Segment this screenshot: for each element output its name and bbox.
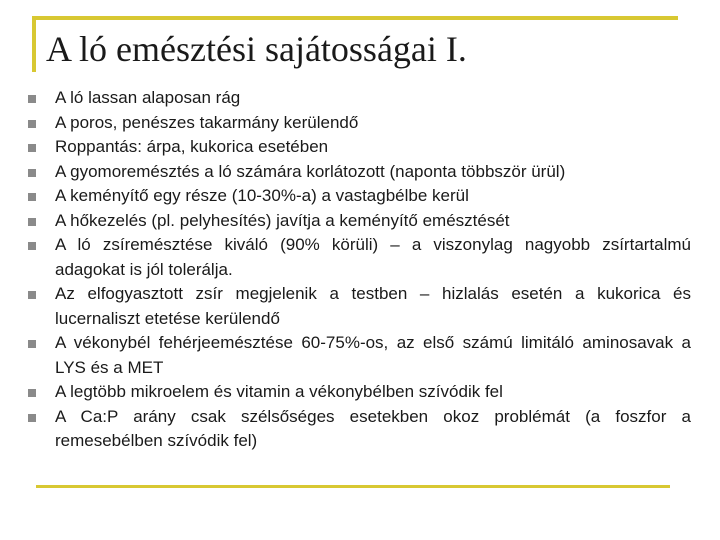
bullet-item bbox=[28, 160, 691, 185]
bullet-text: A gyomoremésztés a ló számára korlátozott (naponta többször ürül) bbox=[55, 161, 566, 181]
bullet-text: A ló zsíremésztése kiváló (90% körüli) – a viszonylag nagyobb zsírtartalmú adagokat is jól tolerálja. bbox=[55, 235, 691, 279]
square-bullet-icon bbox=[28, 95, 36, 103]
frame-left-rule bbox=[32, 16, 36, 72]
bullet-item bbox=[28, 184, 691, 209]
bullet-item bbox=[28, 111, 691, 136]
square-bullet-icon bbox=[28, 389, 36, 397]
bullet-item bbox=[28, 282, 691, 331]
square-bullet-icon bbox=[28, 340, 36, 348]
bullet-text: A keményítő egy része (10-30%-a) a vastagbélbe kerül bbox=[55, 186, 469, 205]
square-bullet-icon bbox=[28, 414, 36, 422]
bullet-item bbox=[28, 331, 691, 380]
bullet-item bbox=[28, 233, 691, 282]
square-bullet-icon bbox=[28, 120, 36, 128]
bullet-text: A hőkezelés (pl. pelyhesítés) javítja a keményítő emésztését bbox=[55, 210, 510, 230]
bullet-item bbox=[28, 209, 691, 234]
bullet-text: A Ca:P arány csak szélsőséges esetekben okoz problémát (a foszfor a remesebélben szívódik fel) bbox=[55, 406, 691, 450]
square-bullet-icon bbox=[28, 169, 36, 177]
bullet-text: Roppantás: árpa, kukorica esetében bbox=[55, 137, 329, 156]
square-bullet-icon bbox=[28, 218, 36, 226]
bullet-item bbox=[28, 405, 691, 454]
frame-bottom-rule bbox=[36, 485, 670, 488]
bullet-item bbox=[28, 380, 691, 405]
bullet-text: A legtöbb mikroelem és vitamin a vékonybélben szívódik fel bbox=[55, 382, 503, 401]
frame-top-rule bbox=[32, 16, 678, 20]
bullet-text: A vékonybél fehérjeemésztése 60-75%-os, az első számú limitáló aminosavak a LYS és a MET bbox=[55, 333, 691, 377]
bullet-text: Az elfogyasztott zsír megjelenik a testben – hizlalás esetén a kukorica és lucernaliszt etetése kerülendő bbox=[55, 284, 691, 328]
bullet-item bbox=[28, 135, 691, 160]
square-bullet-icon bbox=[28, 144, 36, 152]
square-bullet-icon bbox=[28, 291, 36, 299]
bullet-text: A poros, penészes takarmány kerülendő bbox=[55, 112, 359, 132]
square-bullet-icon bbox=[28, 193, 36, 201]
bullet-list bbox=[28, 86, 691, 454]
bullet-text: A ló lassan alaposan rág bbox=[55, 88, 241, 107]
square-bullet-icon bbox=[28, 242, 36, 250]
slide-title: A ló emésztési sajátosságai I. bbox=[46, 29, 467, 69]
bullet-item bbox=[28, 86, 691, 111]
